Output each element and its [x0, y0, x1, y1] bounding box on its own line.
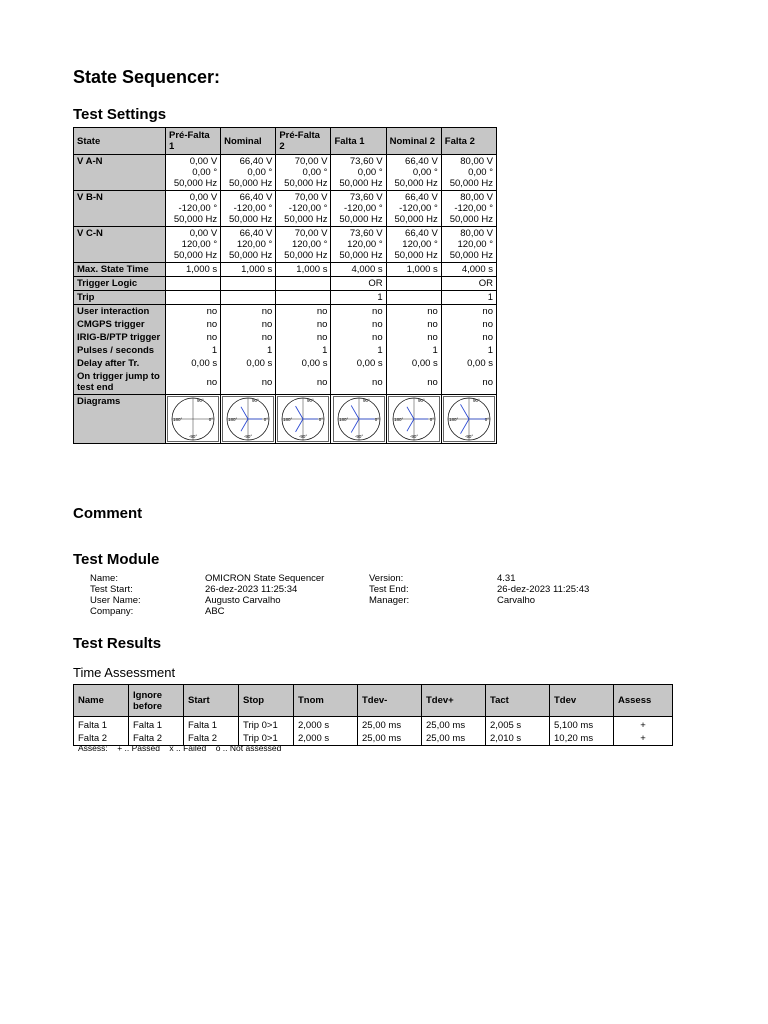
param-value [276, 277, 331, 291]
voltage-value-line: 80,00 V [460, 156, 493, 167]
module-info-key: Test Start: [90, 584, 133, 595]
option-value: 0,00 s [386, 357, 441, 370]
state-name: Nominal [221, 128, 276, 155]
diagram-angle-label: -90° [188, 434, 198, 439]
voltage-value-line: -120,00 ° [233, 203, 273, 214]
module-info-row [90, 584, 710, 595]
option-value: 0,00 s [331, 357, 386, 370]
results-cell: + [614, 732, 673, 746]
phasor-diagram-cell [166, 395, 221, 444]
results-cell: Falta 1 [129, 717, 184, 733]
diagram-angle-label: 90° [252, 398, 260, 403]
module-info-row [90, 573, 710, 584]
diagram-angle-label: -90° [409, 434, 418, 439]
voltage-value-line: 50,000 Hz [394, 250, 438, 261]
param-value: 1,000 s [386, 263, 441, 277]
voltage-value-line: 0,00 ° [468, 167, 493, 178]
option-value: 1 [331, 344, 386, 357]
param-value [386, 277, 441, 291]
diagram-angle-label: 90° [197, 398, 204, 403]
voltage-value-line: 50,000 Hz [229, 250, 273, 261]
option-value: 1 [441, 344, 496, 357]
results-cell: Falta 2 [184, 732, 239, 746]
voltage-value-cell [276, 155, 331, 191]
module-info-value: OMICRON State Sequencer [205, 573, 325, 584]
voltage-value-line: 66,40 V [405, 228, 438, 239]
page-title: State Sequencer: [73, 67, 221, 87]
voltage-value-cell [441, 191, 496, 227]
voltage-value-cell [386, 155, 441, 191]
results-column-header: Assess [614, 685, 673, 717]
diagram-angle-label: 180° [393, 417, 404, 422]
voltage-label: V C-N [74, 227, 166, 263]
voltage-value-line: 50,000 Hz [284, 250, 328, 261]
time-assessment-heading: Time Assessment [73, 665, 176, 680]
voltage-value-cell [166, 155, 221, 191]
option-value: no [166, 331, 221, 344]
voltage-value-cell [221, 155, 276, 191]
results-column-header: Tdev [550, 685, 614, 717]
voltage-value-line: 50,000 Hz [449, 214, 493, 225]
voltage-value-line: 0,00 ° [192, 167, 218, 178]
results-column-header: Start [184, 685, 239, 717]
option-row [74, 305, 497, 319]
phasor-diagram-cell [331, 395, 386, 444]
diagram-angle-label: 0° [374, 417, 379, 422]
diagram-angle-label: 0° [484, 417, 489, 422]
option-value: no [441, 305, 496, 319]
diagram-angle-label: -90° [354, 434, 363, 439]
voltage-value-line: 50,000 Hz [173, 250, 218, 261]
option-value: no [276, 305, 331, 319]
voltage-value-line: -120,00 ° [343, 203, 383, 214]
diagram-angle-label: 0° [208, 417, 214, 422]
param-value [166, 291, 221, 305]
phasor-diagram [443, 396, 495, 442]
option-value: 0,00 s [441, 357, 496, 370]
module-info-value: 26-dez-2023 11:25:43 [497, 584, 590, 595]
results-cell: Falta 2 [129, 732, 184, 746]
voltage-value-line: 0,00 ° [247, 167, 273, 178]
results-column-header: Ignore before [129, 685, 184, 717]
module-info-key: User Name: [90, 595, 141, 606]
option-value: no [221, 370, 276, 395]
results-cell: 25,00 ms [358, 732, 422, 746]
param-value: 1 [331, 291, 386, 305]
param-label: Trip [74, 291, 166, 305]
option-value: no [441, 331, 496, 344]
option-value: no [386, 305, 441, 319]
diagram-angle-label: 90° [472, 398, 480, 403]
param-value [386, 291, 441, 305]
voltage-value-line: 0,00 V [189, 228, 218, 239]
voltage-value-line: 66,40 V [239, 228, 273, 239]
results-cell: Trip 0>1 [239, 717, 294, 733]
results-cell: 10,20 ms [550, 732, 614, 746]
option-value: 1 [221, 344, 276, 357]
option-label: Delay after Tr. [74, 357, 166, 370]
option-value: no [441, 318, 496, 331]
voltage-row [74, 191, 497, 227]
param-label: Max. State Time [74, 263, 166, 277]
param-value: 1 [441, 291, 496, 305]
time-assessment-table [73, 684, 673, 746]
voltage-value-line: 0,00 ° [357, 167, 383, 178]
results-cell: 2,000 s [294, 717, 358, 733]
assess-legend: Assess: + .. Passed x .. Failed o .. Not assessed [78, 743, 282, 753]
results-cell: 5,100 ms [550, 717, 614, 733]
option-label: User interaction [74, 305, 166, 319]
results-cell: 2,000 s [294, 732, 358, 746]
voltage-value-line: 66,40 V [239, 192, 273, 203]
phasor-diagram-cell [276, 395, 331, 444]
phasor-diagram [333, 396, 385, 442]
option-value: no [166, 370, 221, 395]
diagram-angle-label: 0° [319, 417, 324, 422]
param-row [74, 291, 497, 305]
option-label: On trigger jump to test end [74, 370, 166, 395]
module-info-value: Carvalho [497, 595, 536, 606]
param-value: 4,000 s [331, 263, 386, 277]
voltage-value-line: 120,00 ° [402, 239, 438, 250]
option-value: 0,00 s [221, 357, 276, 370]
voltage-value-cell [386, 227, 441, 263]
voltage-value-cell [276, 227, 331, 263]
diagram-angle-label: 90° [362, 398, 370, 403]
option-row [74, 357, 497, 370]
module-info-row [90, 595, 710, 606]
voltage-value-line: -120,00 ° [178, 203, 218, 214]
diagram-angle-label: 90° [417, 398, 425, 403]
module-info-row [90, 606, 710, 617]
param-value [276, 291, 331, 305]
voltage-value-line: 120,00 ° [236, 239, 273, 250]
option-value: 1 [166, 344, 221, 357]
voltage-value-line: 120,00 ° [347, 239, 383, 250]
voltage-value-line: -120,00 ° [399, 203, 438, 214]
voltage-value-line: 0,00 V [189, 156, 218, 167]
param-label: Trigger Logic [74, 277, 166, 291]
test-settings-heading: Test Settings [73, 106, 167, 123]
results-cell: 2,005 s [486, 717, 550, 733]
voltage-value-line: 70,00 V [294, 192, 328, 203]
results-cell: + [614, 717, 673, 733]
option-row [74, 318, 497, 331]
phasor-diagram-cell [221, 395, 276, 444]
voltage-value-line: 80,00 V [460, 192, 493, 203]
voltage-value-line: 120,00 ° [181, 239, 218, 250]
option-value: no [331, 370, 386, 395]
voltage-value-line: 50,000 Hz [173, 214, 218, 225]
option-value: no [331, 331, 386, 344]
param-value [221, 277, 276, 291]
voltage-value-line: 50,000 Hz [284, 178, 328, 189]
option-value: no [221, 318, 276, 331]
phasor-diagram [222, 396, 274, 442]
results-cell: Falta 1 [184, 717, 239, 733]
option-label: CMGPS trigger [74, 318, 166, 331]
voltage-value-line: 50,000 Hz [173, 178, 218, 189]
phasor-diagram [388, 396, 440, 442]
param-value: 1,000 s [221, 263, 276, 277]
option-value: no [386, 370, 441, 395]
option-value: 1 [386, 344, 441, 357]
results-column-header: Tdev- [358, 685, 422, 717]
option-value: 0,00 s [166, 357, 221, 370]
module-info-key: Version: [369, 573, 404, 584]
voltage-value-line: 66,40 V [405, 156, 438, 167]
voltage-value-line: 66,40 V [239, 156, 273, 167]
comment-heading: Comment [73, 505, 143, 522]
voltage-value-cell [386, 191, 441, 227]
state-name: Falta 2 [441, 128, 496, 155]
state-name: Pré-Falta 2 [276, 128, 331, 155]
diagram-angle-label: 0° [429, 417, 434, 422]
voltage-value-cell [331, 227, 386, 263]
voltage-value-line: 50,000 Hz [339, 178, 383, 189]
voltage-value-line: 73,60 V [349, 192, 383, 203]
module-info-value: Augusto Carvalho [205, 595, 281, 606]
param-value: OR [331, 277, 386, 291]
voltage-value-cell [331, 155, 386, 191]
phasor-diagram [277, 396, 329, 442]
param-value [166, 277, 221, 291]
module-info-value: 4.31 [497, 573, 516, 584]
option-row [74, 370, 497, 395]
option-value: no [331, 305, 386, 319]
voltage-value-line: 0,00 ° [302, 167, 328, 178]
phasor-diagram-cell [386, 395, 441, 444]
results-column-header: Tdev+ [422, 685, 486, 717]
voltage-value-line: 73,60 V [349, 228, 383, 239]
diagram-angle-label: 90° [307, 398, 315, 403]
diagram-angle-label: 180° [338, 417, 348, 422]
voltage-value-line: 0,00 ° [412, 167, 438, 178]
voltage-value-line: 80,00 V [460, 228, 493, 239]
voltage-value-line: 73,60 V [349, 156, 383, 167]
results-cell: 25,00 ms [422, 732, 486, 746]
voltage-row [74, 155, 497, 191]
state-header-row [74, 128, 497, 155]
results-cell: 2,010 s [486, 732, 550, 746]
param-value: 1,000 s [276, 263, 331, 277]
module-info-value: 26-dez-2023 11:25:34 [205, 584, 298, 595]
state-name: Pré-Falta 1 [166, 128, 221, 155]
voltage-value-line: -120,00 ° [454, 203, 493, 214]
param-value: 4,000 s [441, 263, 496, 277]
phasor-diagram [167, 396, 219, 442]
phasor-diagram-cell [441, 395, 496, 444]
diagram-angle-label: 0° [263, 417, 269, 422]
param-value: 1,000 s [166, 263, 221, 277]
option-value: no [166, 318, 221, 331]
option-label: IRIG-B/PTP trigger [74, 331, 166, 344]
option-value: no [386, 331, 441, 344]
option-row [74, 331, 497, 344]
param-value: OR [441, 277, 496, 291]
results-column-header: Tnom [294, 685, 358, 717]
option-value: 1 [276, 344, 331, 357]
module-info-key: Manager: [369, 595, 410, 606]
diagram-angle-label: -90° [244, 434, 253, 439]
voltage-value-line: 50,000 Hz [229, 214, 273, 225]
voltage-value-cell [276, 191, 331, 227]
module-info-value: ABC [205, 606, 225, 617]
voltage-value-line: 50,000 Hz [339, 214, 383, 225]
results-column-header: Stop [239, 685, 294, 717]
voltage-value-cell [166, 191, 221, 227]
voltage-value-cell [221, 227, 276, 263]
module-info-key: Name: [90, 573, 118, 584]
voltage-value-cell [166, 227, 221, 263]
voltage-label: V B-N [74, 191, 166, 227]
state-name: Nominal 2 [386, 128, 441, 155]
option-label: Pulses / seconds [74, 344, 166, 357]
test-module-heading: Test Module [73, 551, 160, 568]
voltage-value-line: 50,000 Hz [339, 250, 383, 261]
option-value: no [386, 318, 441, 331]
voltage-value-cell [441, 227, 496, 263]
option-value: no [441, 370, 496, 395]
diagram-angle-label: 180° [173, 417, 183, 422]
voltage-value-cell [441, 155, 496, 191]
module-info-key: Company: [90, 606, 134, 617]
module-info-key: Test End: [369, 584, 409, 595]
voltage-value-cell [221, 191, 276, 227]
voltage-label: V A-N [74, 155, 166, 191]
voltage-value-line: 0,00 V [189, 192, 218, 203]
voltage-value-line: 120,00 ° [291, 239, 328, 250]
test-results-heading: Test Results [73, 635, 162, 652]
option-row [74, 344, 497, 357]
voltage-value-line: 120,00 ° [457, 239, 493, 250]
diagram-angle-label: 180° [228, 417, 238, 422]
results-cell: Falta 2 [74, 732, 129, 746]
option-value: no [166, 305, 221, 319]
option-value: no [276, 331, 331, 344]
voltage-value-line: 50,000 Hz [449, 178, 493, 189]
voltage-value-line: -120,00 ° [288, 203, 328, 214]
results-column-header: Tact [486, 685, 550, 717]
option-value: no [221, 305, 276, 319]
diagram-angle-label: 180° [448, 417, 459, 422]
results-cell: 25,00 ms [422, 717, 486, 733]
option-value: 0,00 s [276, 357, 331, 370]
diagrams-label: Diagrams [74, 395, 166, 444]
state-name: Falta 1 [331, 128, 386, 155]
results-cell: Trip 0>1 [239, 732, 294, 746]
voltage-row [74, 227, 497, 263]
diagram-angle-label: -90° [464, 434, 474, 439]
diagrams-row [74, 395, 497, 444]
results-column-header: Name [74, 685, 129, 717]
voltage-value-line: 66,40 V [405, 192, 438, 203]
diagram-angle-label: 180° [283, 417, 293, 422]
test-settings-table [73, 127, 497, 444]
option-value: no [276, 318, 331, 331]
voltage-value-line: 50,000 Hz [449, 250, 493, 261]
results-cell: 25,00 ms [358, 717, 422, 733]
option-value: no [221, 331, 276, 344]
param-row [74, 263, 497, 277]
voltage-value-line: 50,000 Hz [394, 178, 438, 189]
voltage-value-line: 50,000 Hz [229, 178, 273, 189]
voltage-value-cell [331, 191, 386, 227]
results-cell: Falta 1 [74, 717, 129, 733]
voltage-value-line: 70,00 V [294, 156, 328, 167]
voltage-value-line: 50,000 Hz [284, 214, 328, 225]
voltage-value-line: 50,000 Hz [394, 214, 438, 225]
voltage-value-line: 70,00 V [294, 228, 328, 239]
option-value: no [331, 318, 386, 331]
diagram-angle-label: -90° [299, 434, 308, 439]
param-row [74, 277, 497, 291]
test-module-info [90, 573, 710, 617]
option-value: no [276, 370, 331, 395]
state-header-label: State [74, 128, 166, 155]
results-row [74, 717, 673, 733]
param-value [221, 291, 276, 305]
